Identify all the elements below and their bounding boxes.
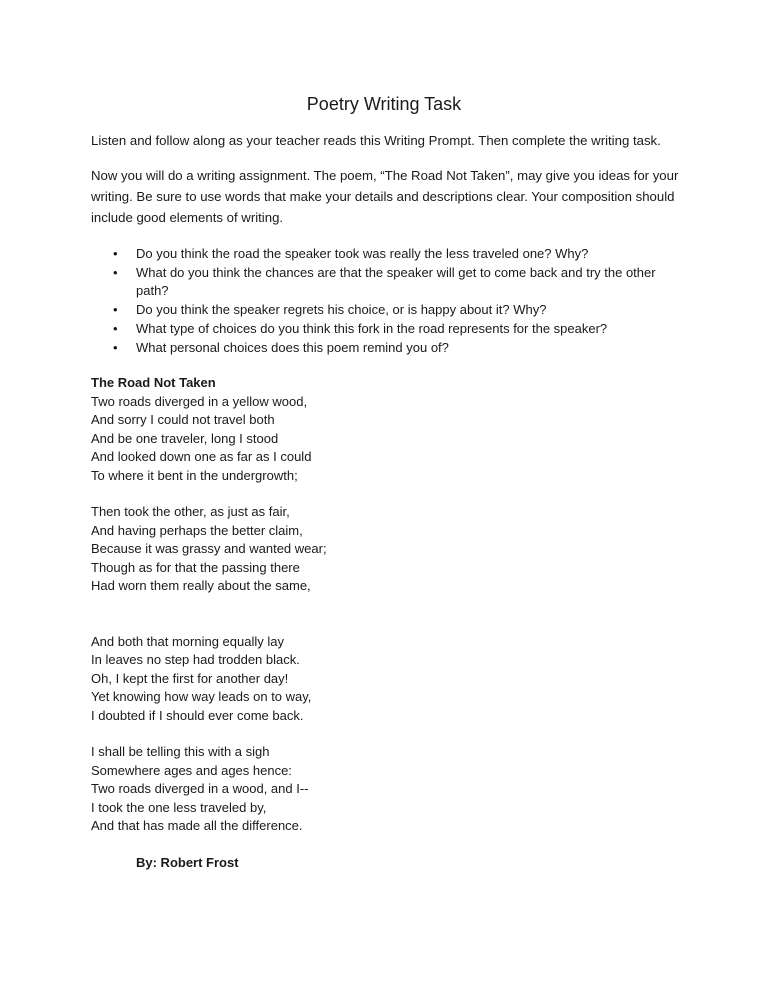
poem-author: By: Robert Frost [136, 854, 239, 870]
question-list [91, 245, 691, 357]
poem-line: I took the one less traveled by, [91, 799, 267, 815]
poem-title: The Road Not Taken [91, 375, 216, 390]
question-item [91, 301, 691, 319]
poem-line: Oh, I kept the first for another day! [91, 670, 289, 686]
question-item [91, 339, 691, 357]
poem-line: Then took the other, as just as fair, [91, 504, 290, 519]
question-item [91, 264, 691, 300]
poem-line: Yet knowing how way leads on to way, [91, 689, 312, 704]
poem-line: Because it was grassy and wanted wear; [91, 541, 327, 556]
poem-line: Somewhere ages and ages hence: [91, 762, 292, 778]
poem-line: I shall be telling this with a sigh [91, 744, 270, 759]
poem-line: Though as for that the passing there [91, 559, 300, 575]
poem-line: And looked down one as far as I could [91, 449, 312, 464]
question-text: What personal choices does this poem remind you of? [136, 340, 449, 355]
poem-line: I doubted if I should ever come back. [91, 707, 304, 723]
poem-line: Two roads diverged in a wood, and I-- [91, 781, 309, 796]
bullet-icon: • [113, 302, 118, 317]
poem-line: To where it bent in the undergrowth; [91, 467, 298, 483]
assignment-paragraph: Now you will do a writing assignment. The poem, “The Road Not Taken”, may give you ideas for your writing. Be sure to use words that make your details and descriptions clear. Your composition should include good elements of writing. [91, 168, 679, 225]
question-item [91, 245, 691, 263]
poem-stanza-4 [91, 743, 691, 836]
intro-paragraph: Listen and follow along as your teacher reads this Writing Prompt. Then complete the writing task. [91, 133, 661, 148]
question-text: Do you think the speaker regrets his choice, or is happy about it? Why? [136, 302, 547, 317]
document-body [91, 130, 691, 872]
poem-line: And having perhaps the better claim, [91, 522, 303, 538]
question-item [91, 320, 691, 338]
poem-line: And be one traveler, long I stood [91, 430, 279, 446]
poem-line: And that has made all the difference. [91, 818, 303, 833]
poem [91, 374, 691, 872]
poem-stanza-2 [91, 503, 691, 596]
page-title: Poetry Writing Task [306, 94, 462, 114]
poem-line: And sorry I could not travel both [91, 412, 275, 427]
poem-line: And both that morning equally lay [91, 633, 284, 649]
bullet-icon: • [113, 340, 118, 355]
poem-line: Two roads diverged in a yellow wood, [91, 393, 308, 409]
poem-line: In leaves no step had trodden black. [91, 652, 300, 667]
poem-stanza-1 [91, 393, 691, 486]
poem-line: Had worn them really about the same, [91, 578, 311, 593]
bullet-icon: • [113, 246, 118, 261]
question-text: What do you think the chances are that the speaker will get to come back and try the other path? [136, 265, 656, 298]
poem-stanza-3 [91, 633, 691, 726]
bullet-icon: • [113, 321, 118, 336]
question-text: Do you think the road the speaker took was really the less traveled one? Why? [136, 246, 589, 261]
question-text: What type of choices do you think this fork in the road represents for the speaker? [136, 321, 608, 336]
bullet-icon: • [113, 265, 118, 280]
